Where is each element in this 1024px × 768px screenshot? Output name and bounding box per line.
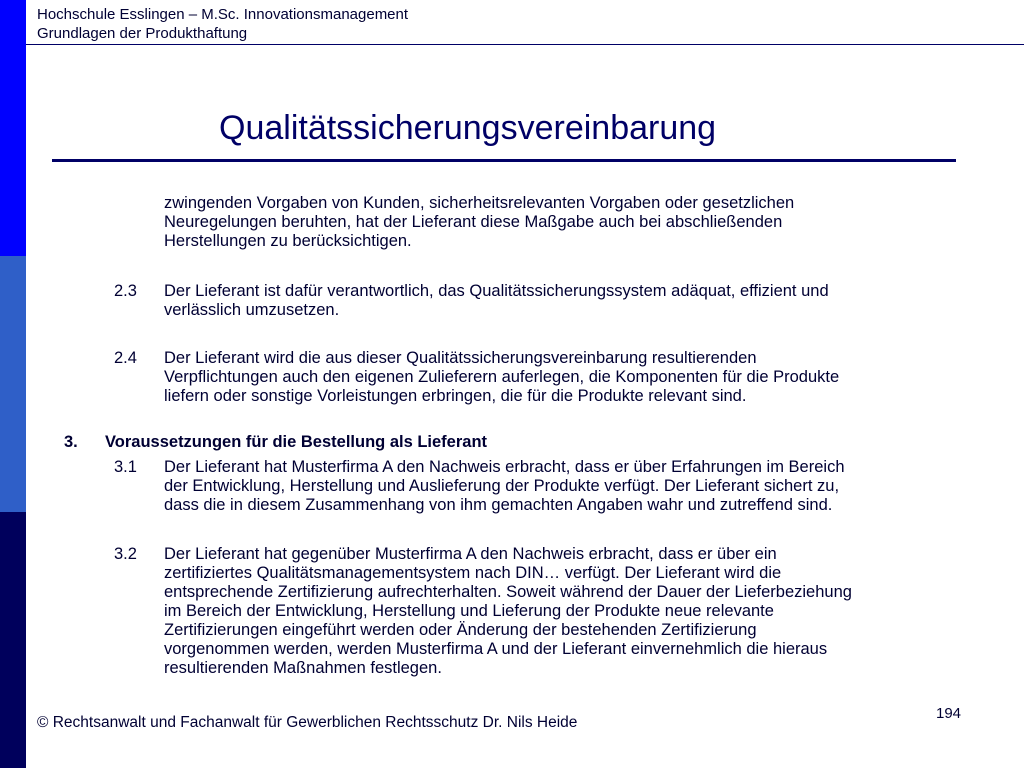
text-line: Herstellungen zu berücksichtigen.: [164, 232, 412, 250]
text-line: Verpflichtungen auch den eigenen Zulieferern auferlegen, die Komponenten für die Produkte: [164, 368, 840, 386]
header-line-1: Hochschule Esslingen – M.Sc. Innovationsmanagement: [37, 6, 409, 23]
text-line: resultierenden Maßnahmen festlegen.: [164, 659, 442, 677]
text-line: Der Lieferant ist dafür verantwortlich, das Qualitätssicherungssystem adäquat, effizient und: [164, 282, 829, 300]
text-line: Der Lieferant wird die aus dieser Qualitätssicherungsvereinbarung resultierenden: [164, 349, 757, 367]
intro-paragraph: [164, 194, 794, 251]
item-paragraph: [164, 282, 829, 320]
item-number: 3.1: [114, 458, 137, 476]
sidebar-color-bar: [0, 0, 26, 768]
text-line: zertifiziertes Qualitätsmanagementsystem nach DIN… verfügt. Der Lieferant wird die: [164, 564, 782, 582]
sidebar-segment-top: [0, 0, 26, 256]
text-line: verlässlich umzusetzen.: [164, 301, 340, 319]
text-line: Der Lieferant hat gegenüber Musterfirma A den Nachweis erbracht, dass er über ein: [164, 545, 777, 563]
text-line: Der Lieferant hat Musterfirma A den Nachweis erbracht, dass er über Erfahrungen im Bereich: [164, 458, 845, 476]
text-line: im Bereich der Entwicklung, Herstellung und Lieferung der Produkte neue relevante: [164, 602, 774, 620]
section-number: 3.: [64, 433, 78, 451]
footer-copyright: © Rechtsanwalt und Fachanwalt für Gewerblichen Rechtsschutz Dr. Nils Heide: [37, 714, 578, 731]
sidebar-segment-bottom: [0, 512, 26, 768]
section-heading: Voraussetzungen für die Bestellung als Lieferant: [105, 433, 488, 451]
item-paragraph: [164, 458, 845, 515]
text-line: der Entwicklung, Herstellung und Auslieferung der Produkte verfügt. Der Lieferant sichert zu,: [164, 477, 840, 495]
sidebar-segment-middle: [0, 256, 26, 512]
text-line: dass die in diesem Zusammenhang von ihm gemachten Angaben wahr und zutreffend sind.: [164, 496, 833, 514]
item-number: 3.2: [114, 545, 137, 563]
text-line: vorgenommen werden, werden Musterfirma A und der Lieferant einvernehmlich die hieraus: [164, 640, 828, 658]
text-line: Zertifizierungen eingeführt werden oder Änderung der bestehenden Zertifizierung: [164, 621, 757, 639]
slide-header: [37, 5, 408, 43]
item-paragraph: [164, 545, 852, 678]
item-number: 2.4: [114, 349, 137, 367]
slide-title: Qualitätssicherungsvereinbarung: [219, 109, 717, 147]
header-line-2: Grundlagen der Produkthaftung: [37, 25, 248, 42]
item-paragraph: [164, 349, 839, 406]
text-line: entsprechende Zertifizierung aufrechterhalten. Soweit während der Dauer der Lieferbeziehung: [164, 583, 852, 601]
text-line: zwingenden Vorgaben von Kunden, sicherheitsrelevanten Vorgaben oder gesetzlichen: [164, 194, 795, 212]
text-line: Neuregelungen beruhten, hat der Lieferant diese Maßgabe auch bei abschließenden: [164, 213, 783, 231]
title-underline: [52, 159, 956, 162]
header-divider: [26, 44, 1024, 45]
item-number: 2.3: [114, 282, 137, 300]
page-number: 194: [936, 705, 962, 722]
text-line: liefern oder sonstige Vorleistungen erbringen, die für die Produkte relevant sind.: [164, 387, 747, 405]
